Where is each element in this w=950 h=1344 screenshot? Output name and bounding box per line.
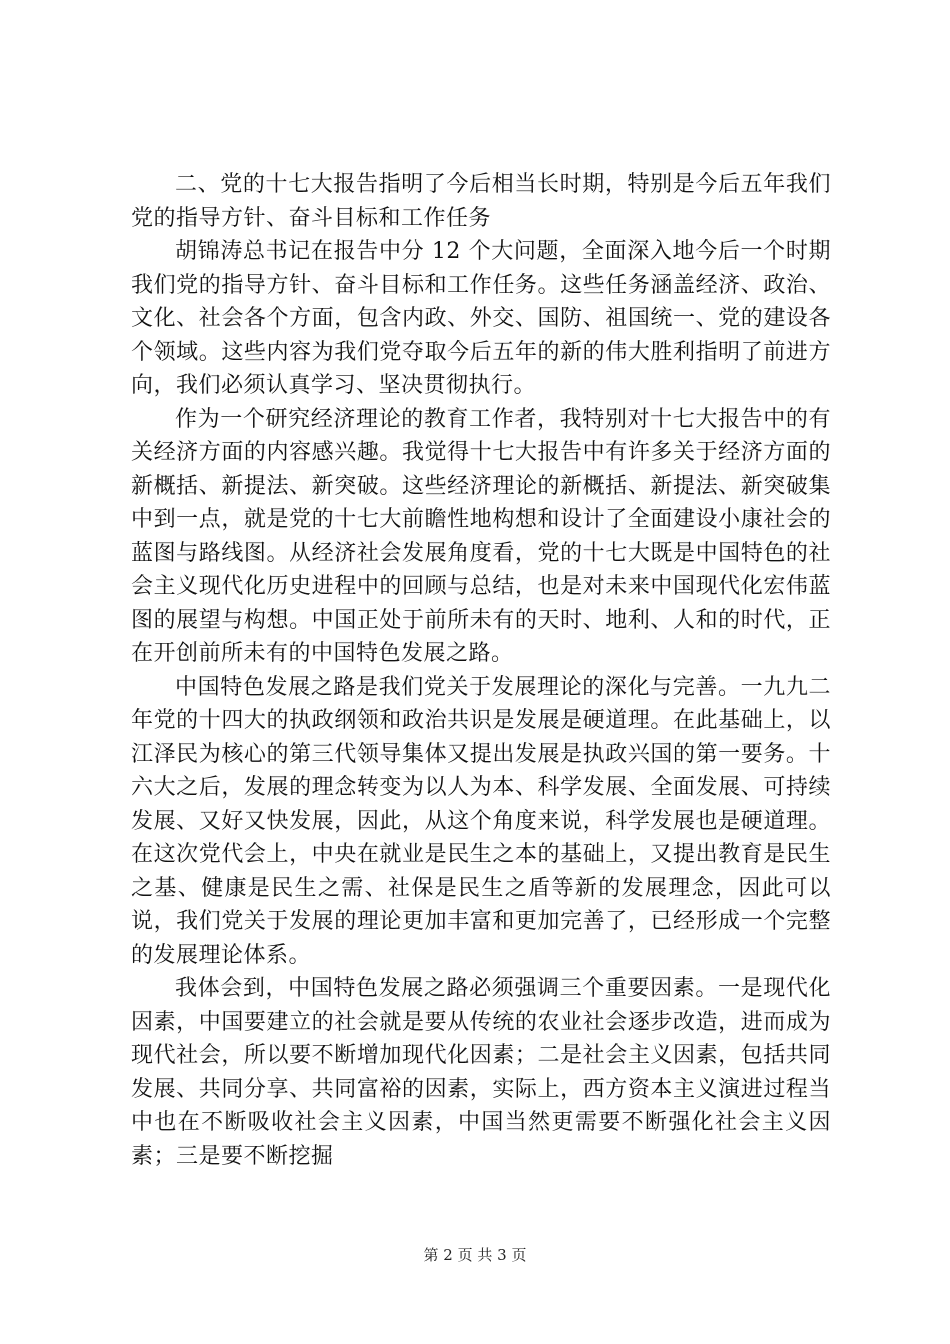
body-paragraph: 我体会到，中国特色发展之路必须强调三个重要因素。一是现代化因素，中国要建立的社会就是要从传统的农业社会逐步改造，进而成为现代社会，所以要不断增加现代化因素；二是社会主义因素，包括共同发展、共同分享、共同富裕的因素，实际上，西方资本主义演进过程当中也在不断吸收社会主义因素，中国当然更需要不断强化社会主义因素；三是要不断挖掘	[131, 976, 831, 1169]
section-heading-paragraph: 二、党的十七大报告指明了今后相当长时期，特别是今后五年我们党的指导方针、奋斗目标和工作任务	[131, 172, 831, 231]
document-body	[131, 168, 831, 1173]
body-paragraph: 作为一个研究经济理论的教育工作者，我特别对十七大报告中的有关经济方面的内容感兴趣。我觉得十七大报告中有许多关于经济方面的新概括、新提法、新突破。这些经济理论的新概括、新提法、新突破集中到一点，就是党的十七大前瞻性地构想和设计了全面建设小康社会的蓝图与路线图。从经济社会发展角度看，党的十七大既是中国特色的社会主义现代化历史进程中的回顾与总结，也是对未来中国现代化宏伟蓝图的展望与构想。中国正处于前所未有的天时、地利、人和的时代，正在开创前所未有的中国特色发展之路。	[131, 406, 831, 666]
page-number-footer: 第 2 页 共 3 页	[423, 1246, 527, 1264]
body-paragraph: 中国特色发展之路是我们党关于发展理论的深化与完善。一九九二年党的十四大的执政纲领和政治共识是发展是硬道理。在此基础上，以江泽民为核心的第三代领导集体又提出发展是执政兴国的第一要务。十六大之后，发展的理念转变为以人为本、科学发展、全面发展、可持续发展、又好又快发展，因此，从这个角度来说，科学发展也是硬道理。在这次党代会上，中央在就业是民生之本的基础上，又提出教育是民生之基、健康是民生之需、社保是民生之盾等新的发展理念，因此可以说，我们党关于发展的理论更加丰富和更加完善了，已经形成一个完整的发展理论体系。	[131, 674, 831, 968]
body-paragraph: 胡锦涛总书记在报告中分 12 个大问题，全面深入地今后一个时期我们党的指导方针、奋斗目标和工作任务。这些任务涵盖经济、政治、文化、社会各个方面，包含内政、外交、国防、祖国统一、党的建设各个领域。这些内容为我们党夺取今后五年的新的伟大胜利指明了前进方向，我们必须认真学习、坚决贯彻执行。	[131, 239, 831, 398]
